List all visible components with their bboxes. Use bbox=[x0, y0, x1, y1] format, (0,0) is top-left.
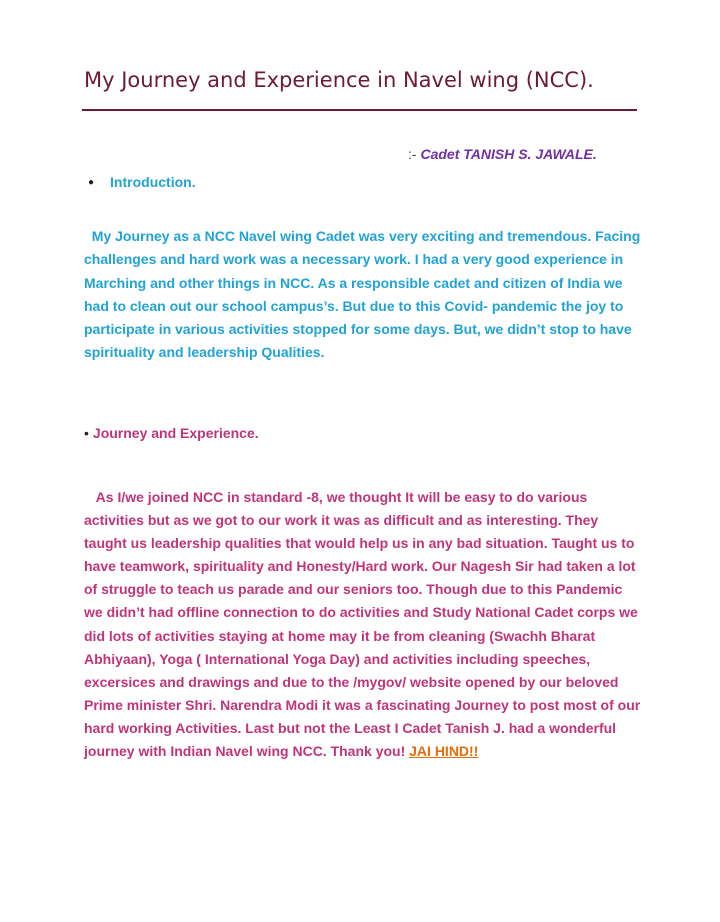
bullet-icon: ● bbox=[88, 177, 95, 188]
author-line bbox=[408, 146, 597, 162]
closing-text: JAI HIND!! bbox=[409, 743, 479, 760]
journey-paragraph-text: As I/we joined NCC in standard -8, we thought It will be easy to do various activities but as we got to our work it was as difficult and as interesting. They taught us leadership qualities that would help us in any bad situation. Taught us to have teamwork, spirituality and Honesty/Hard work. Our Nagesh Sir had taken a lot of struggle to teach us parade and our seniors too. Though due to this Pandemic we didn’t had offline connection to do activities and Study National Cadet corps we did lots of activities staying at home may it be from cleaning (Swachh Bharat Abhiyaan), Yoga ( International Yoga Day) and activities including speeches, excersices and drawings and due to the /mygov/ website opened by our beloved Prime minister Shri. Narendra Modi it was a fascinating Journey to post most of our hard working Activities. Last but not the Least I Cadet Tanish J. had a wonderful journey with Indian Navel wing NCC. Thank you! bbox=[84, 489, 641, 760]
bullet-icon: • bbox=[84, 425, 89, 441]
intro-paragraph: My Journey as a NCC Navel wing Cadet was very exciting and tremendous. Facing challenges and hard work was a necessary work. I had a very good experience in Marching and other things in NCC. As a responsible cadet and citizen of India we had to clean out our school campus’s. But due to this Covid- pandemic the joy to participate in various activities stopped for some days. But, we didn’t stop to have spirituality and leadership Qualities. bbox=[84, 228, 641, 361]
title-divider bbox=[82, 109, 637, 111]
author-prefix: :- bbox=[408, 146, 421, 162]
journey-heading-text: Journey and Experience. bbox=[92, 425, 259, 441]
journey-heading bbox=[84, 425, 259, 441]
document-title: My Journey and Experience in Navel wing (NCC). bbox=[84, 68, 594, 92]
intro-heading-text: Introduction. bbox=[110, 174, 196, 190]
intro-heading bbox=[88, 174, 196, 190]
author-name: Cadet TANISH S. JAWALE. bbox=[420, 146, 597, 162]
journey-paragraph bbox=[84, 486, 644, 763]
